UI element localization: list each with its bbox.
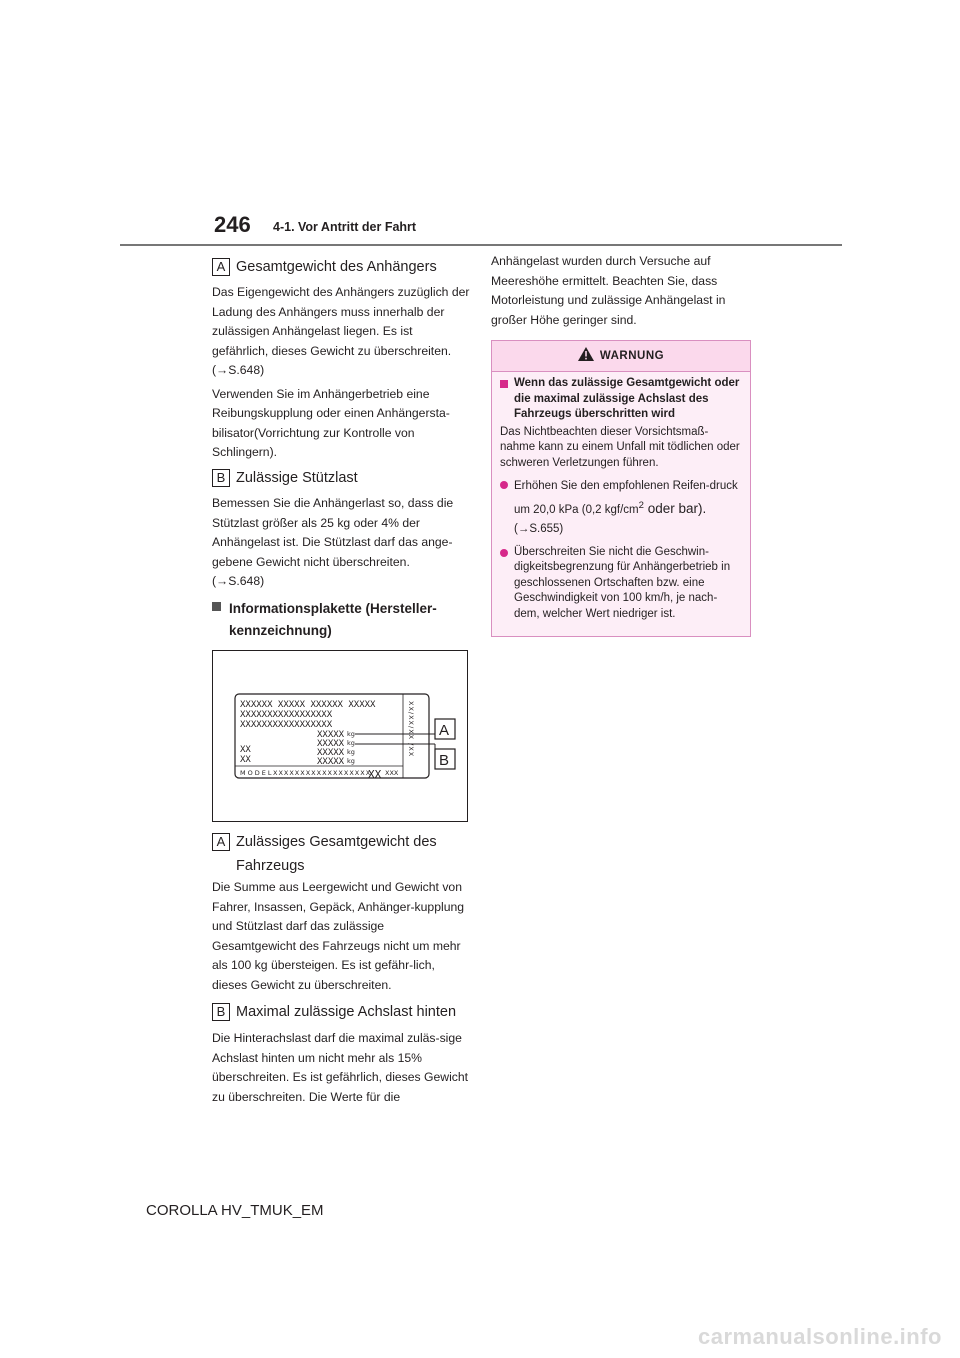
callout-b: B (439, 752, 450, 769)
plate-model-label: MODEL (240, 769, 274, 777)
section-trailer-weight (212, 256, 470, 278)
plate-kg-4: kg (347, 757, 355, 765)
section-title-cont: Fahrzeugs (236, 858, 305, 874)
section-title: Maximal zulässige Achslast hinten (236, 1004, 457, 1020)
plate-row-3: XXXXXXXXXXXXXXXXX (240, 720, 333, 730)
section-title: Zulässiges Gesamtgewicht des (236, 834, 437, 850)
page-reference: (→S.648) (212, 574, 265, 588)
section-title: Zulässige Stützlast (236, 470, 358, 486)
section-body (212, 494, 470, 592)
plate-side-text: XX/XX/XX /XX (407, 701, 415, 758)
warning-body: Das Nichtbeachten dieser Vorsichtsmaß-nahme kann zu einem Unfall mit tödlichen oder schweren Verletzungen führen. (500, 425, 740, 469)
page-reference: (→S.648) (212, 363, 265, 377)
plate-row-1: XXXXXX XXXXX XXXXXX XXXXX (240, 700, 376, 710)
info-plate-figure (212, 650, 468, 822)
watermark: carmanualsonline.info (698, 1324, 942, 1349)
warning-header (492, 341, 750, 372)
section-gross-vehicle-weight (212, 831, 470, 877)
plate-weight-1: XXXXX (317, 730, 345, 740)
chapter-title: 4-1. Vor Antritt der Fahrt (273, 220, 417, 234)
plate-xx-1: XX (240, 745, 251, 755)
plate-xx-2: XX (240, 755, 251, 765)
footer-model: COROLLA HV_TMUK_EM (146, 1202, 324, 1219)
round-bullet-icon (500, 481, 508, 489)
plate-model-xxx: XXX (385, 769, 399, 777)
section-title: Gesamtgewicht des Anhängers (236, 259, 437, 275)
callout-a: A (439, 722, 450, 739)
paragraph: Anhängelast wurden durch Versuche auf Meereshöhe ermittelt. Beachten Sie, dass Motorleistung und zulässige Anhängelast in großer Höhe geringer sind. (491, 254, 726, 327)
info-plate-illustration (213, 651, 467, 821)
plate-weight-4: XXXXX (317, 757, 345, 767)
warning-item-1: Erhöhen Sie den empfohlenen Reifen-druck um 20,0 kPa (0,2 kgf/$cm^2$ oder bar). (→S.655) (514, 480, 738, 535)
plate-kg-2: kg (347, 739, 355, 747)
plate-row-2: XXXXXXXXXXXXXXXXX (240, 710, 333, 720)
plate-weight-3: XXXXX (317, 748, 345, 758)
warning-label: WARNUNG (599, 350, 665, 362)
section-body (212, 1029, 470, 1107)
heading-line: kennzeichnung) (229, 623, 332, 638)
paragraph: Das Eigengewicht des Anhängers zuzüglich der Ladung des Anhängers muss innerhalb der zulässigen Anhängelast liegen. Es ist gefährlich, dieses Gewicht zu überschreiten. (212, 285, 470, 358)
paragraph: Bemessen Sie die Anhängerlast so, dass die Stützlast größer als 25 kg oder 4% der Anhängelast ist. Die Stützlast darf das ange-gebene Gewicht nicht überschreiten. (212, 496, 454, 569)
label-a-box: A (212, 833, 230, 851)
info-plate-heading (212, 598, 472, 642)
square-bullet-icon (212, 602, 221, 611)
header-rule (120, 244, 842, 246)
section-body (212, 283, 470, 463)
paragraph: Die Hinterachslast darf die maximal zuläs-sige Achslast hinten um nicht mehr als 15% überschreiten. Es ist gefährlich, dieses Gewicht zu überschreiten. Die Werte für die (212, 1031, 469, 1104)
plate-weight-2: XXXXX (317, 739, 345, 749)
square-bullet-icon (500, 380, 508, 388)
right-intro (491, 252, 749, 330)
plate-model-code: XXXXXXXXXXXXXXXXXX (273, 769, 372, 777)
section-rear-axle-load (212, 1001, 470, 1023)
paragraph: Verwenden Sie im Anhängerbetrieb eine Reibungskupplung oder einen Anhängersta-bilisator(Vorrichtung zur Kontrolle von Schlingern). (212, 386, 450, 459)
label-b-box: B (212, 469, 230, 487)
paragraph: Die Summe aus Leergewicht und Gewicht von Fahrer, Insassen, Gepäck, Anhänger-kupplung und Stützlast darf das zulässige Gesamtgewicht des Fahrzeugs nicht um mehr als 100 kg übersteigen. Es ist gefähr-lich, dieses Gewicht zu überschreiten. (212, 880, 465, 992)
plate-kg-1: kg (347, 730, 355, 738)
label-b-box: B (212, 1003, 230, 1021)
warning-item-2: Überschreiten Sie nicht die Geschwin-digkeitsbegrenzung für Anhängerbetrieb in geschlossenen Ortschaften bzw. eine Geschwindigkeit von 100 km/h, je nach-dem, welcher Wert niedriger ist. (514, 545, 731, 620)
warning-heading: Wenn das zulässige Gesamtgewicht oder die maximal zulässige Achslast des Fahrzeugs überschritten wird (514, 377, 740, 420)
warning-box (491, 340, 751, 637)
warning-triangle-icon (578, 347, 594, 361)
heading-line: Informationsplakette (Hersteller- (229, 601, 437, 616)
plate-model-xx: XX (368, 768, 382, 781)
plate-kg-3: kg (347, 748, 355, 756)
label-a-box: A (212, 258, 230, 276)
section-body (212, 878, 470, 995)
round-bullet-icon (500, 549, 508, 557)
page-number: 246 (214, 212, 251, 237)
section-tongue-load (212, 467, 470, 489)
